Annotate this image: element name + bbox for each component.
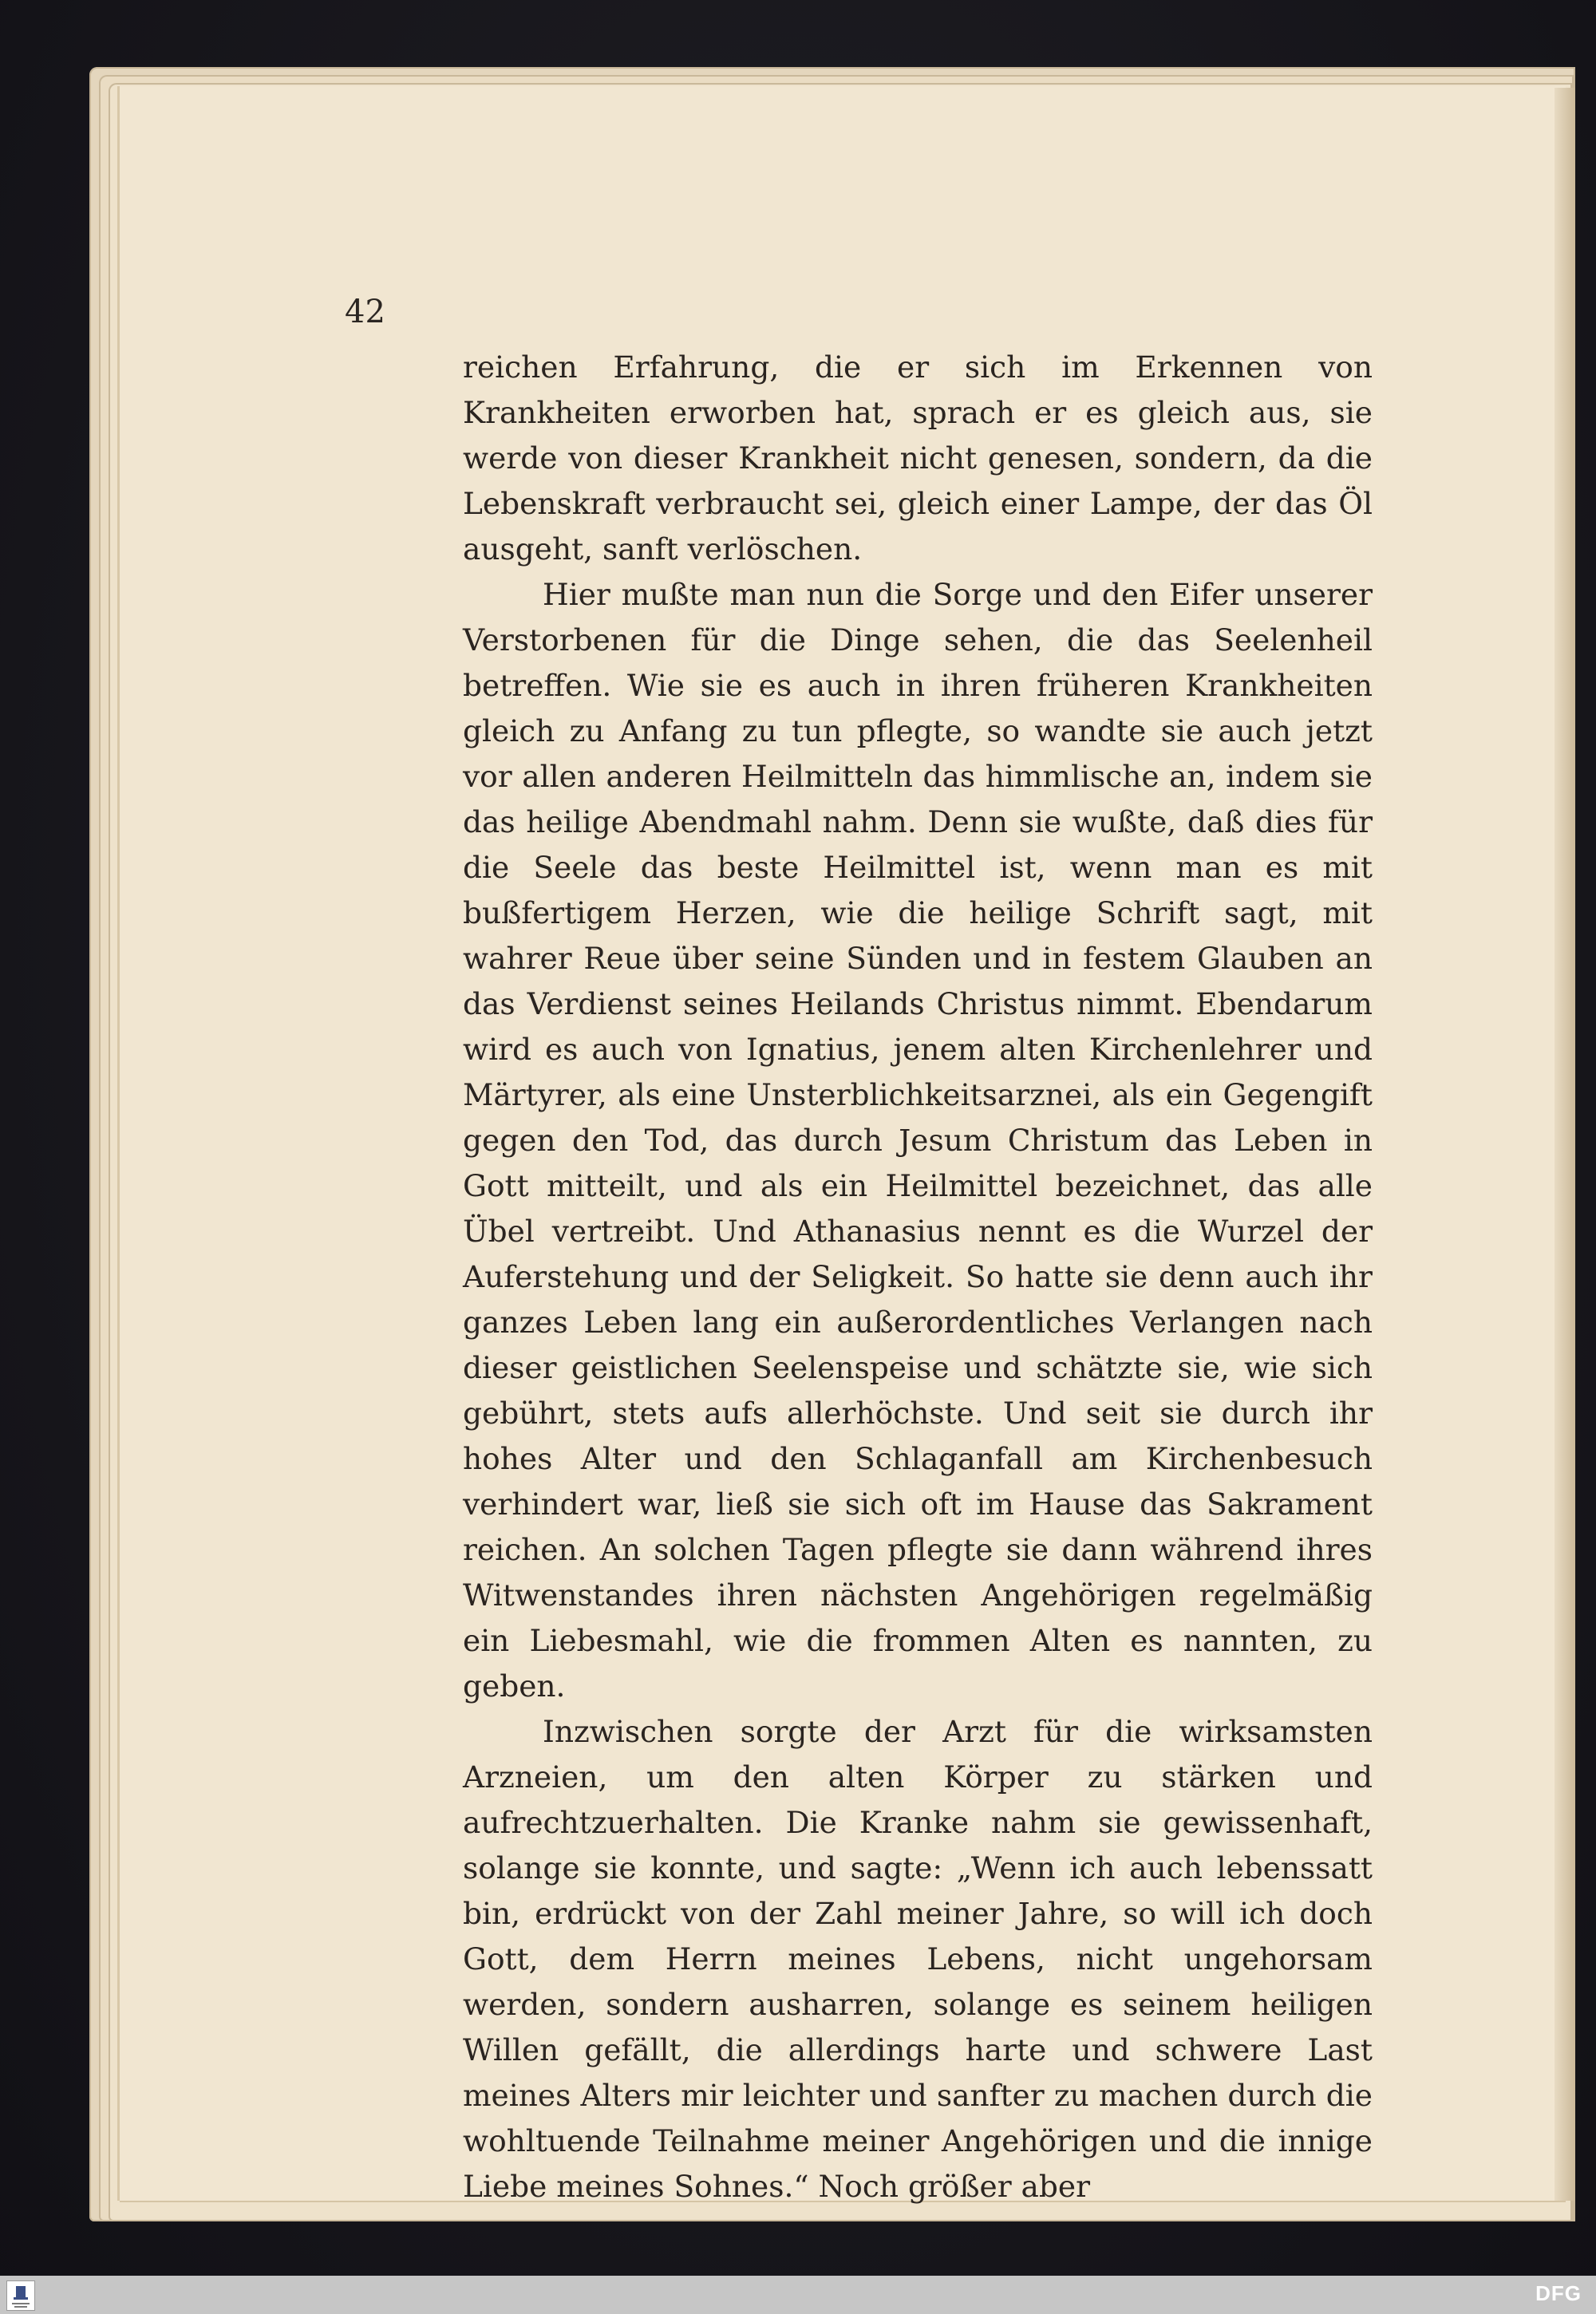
dfg-credit: DFG — [1535, 2281, 1582, 2305]
page-number: 42 — [345, 294, 385, 330]
library-crest-icon[interactable] — [6, 2280, 35, 2311]
paragraph-3: Inzwischen sorgte der Arzt für die wirksamsten Arzneien, um den alten Körper zu stärken und aufrechtzuerhalten. Die Kranke nahm sie gewissenhaft, solange sie konnte, und sagte: „Wenn ich auch lebenssatt bin, erdrückt von der Zahl meiner Jahre, so will ich doch Gott, dem Herrn meines Lebens, nicht ungehorsam werden, sondern ausharren, solange es seinem heiligen Willen gefällt, die allerdings harte und schwere Last meines Alters mir leichter und sanfter zu machen durch die wohltuende Teilnahme meiner Angehörigen und die innige Liebe meines Sohnes.“ Noch größer aber — [463, 1714, 1373, 2204]
body-text — [463, 345, 1373, 2209]
paragraph-2: Hier mußte man nun die Sorge und den Eifer unserer Verstorbenen für die Dinge sehen, die das Seelenheil betreffen. Wie sie es auch in ihren früheren Krankheiten gleich zu Anfang zu tun pflegte, so wandte sie auch jetzt vor allen anderen Heilmitteln das himmlische an, indem sie das heilige Abendmahl nahm. Denn sie wußte, daß dies für die Seele das beste Heilmittel ist, wenn man es mit bußfertigem Herzen, wie die heilige Schrift sagt, mit wahrer Reue über seine Sünden und in festem Glauben an das Verdienst seines Heilands Christus nimmt. Ebendarum wird es auch von Ignatius, jenem alten Kirchenlehrer und Märtyrer, als eine Unsterblichkeitsarznei, als ein Gegengift gegen den Tod, das durch Jesum Christum das Leben in Gott mitteilt, und als ein Heilmittel bezeichnet, das alle Übel vertreibt. Und Athanasius nennt es die Wurzel der Auferstehung und der Seligkeit. So hatte sie denn auch ihr ganzes Leben lang ein außerordentliches Verlangen nach dieser geistlichen Seelenspeise und schätzte sie, wie sich gebührt, stets aufs allerhöchste. Und seit sie durch ihr hohes Alter und den Schlaganfall am Kirchenbesuch verhindert war, ließ sie sich oft im Hause das Sakrament reichen. An solchen Tagen pflegte sie dann während ihres Witwenstandes ihren nächsten Angehörigen regelmäßig ein Liebesmahl, wie die frommen Alten es nannten, zu geben. — [463, 577, 1373, 1704]
viewer-footer — [0, 2276, 1596, 2314]
paragraph-1: reichen Erfahrung, die er sich im Erkennen von Krankheiten erworben hat, sprach er es gleich aus, sie werde von dieser Krankheit nicht genesen, sondern, da die Lebenskraft verbraucht sei, gleich einer Lampe, der das Öl ausgeht, sanft verlöschen. — [463, 349, 1373, 567]
page-edge — [1555, 88, 1575, 2201]
